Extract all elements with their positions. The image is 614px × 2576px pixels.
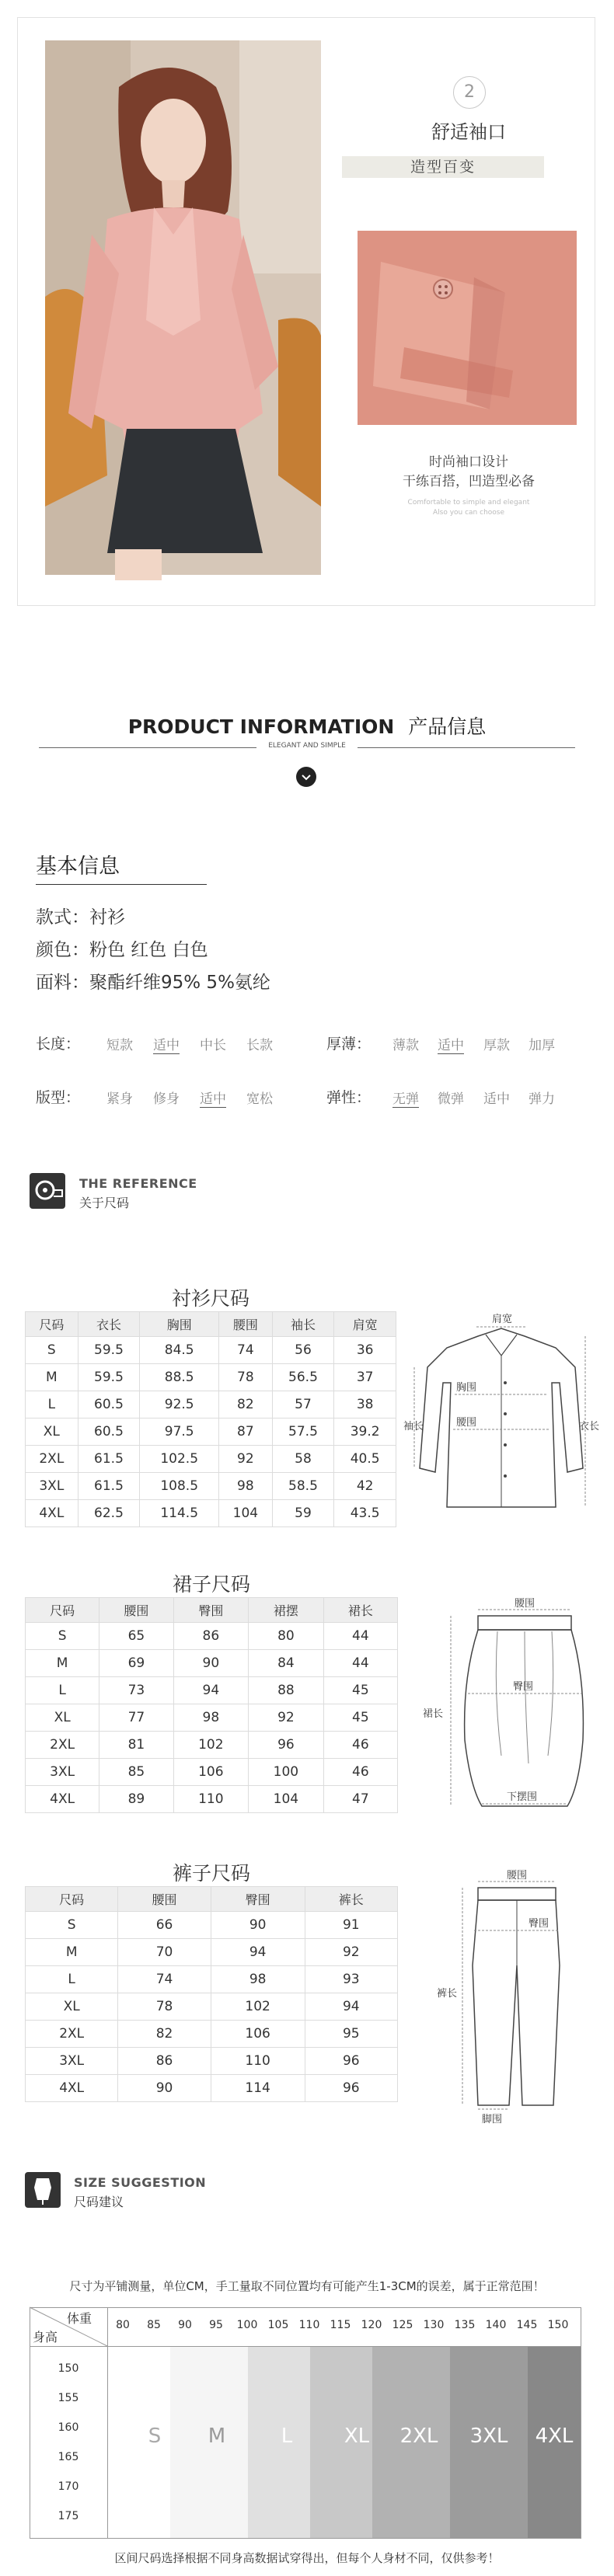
table-cell: 69 bbox=[99, 1650, 173, 1677]
corner-height-label: 身高 bbox=[33, 2330, 58, 2345]
table-cell: 102 bbox=[211, 1993, 305, 2021]
table-cell: 106 bbox=[173, 1759, 249, 1786]
table-cell: XL bbox=[26, 1993, 118, 2021]
table-cell: L bbox=[26, 1391, 78, 1419]
table-cell: 108.5 bbox=[140, 1473, 219, 1500]
height-label: 150 bbox=[58, 2362, 79, 2375]
table-cell: 42 bbox=[334, 1473, 396, 1500]
table-cell: 62.5 bbox=[78, 1500, 140, 1527]
table-header: 袖长 bbox=[272, 1312, 334, 1337]
attr-length-opt-selected: 适中 bbox=[153, 1034, 180, 1054]
diagram-label-chest: 胸围 bbox=[456, 1382, 477, 1394]
feature-desc-line2: 干练百搭，凹造型必备 bbox=[403, 474, 535, 489]
table-row bbox=[26, 1650, 398, 1677]
table-row bbox=[26, 1419, 396, 1446]
attr-elastic-opt: 弹力 bbox=[529, 1091, 555, 1107]
height-label: 160 bbox=[58, 2421, 79, 2434]
table-cell: 91 bbox=[305, 1912, 397, 1939]
table-row bbox=[26, 1473, 396, 1500]
attr-fit-opt: 修身 bbox=[153, 1091, 180, 1107]
size-footer-note: 区间尺码选择根据不同身高数据试穿得出，但每个人身材不同，仅供参考！ bbox=[114, 2551, 500, 2565]
product-info-heading-cn: 产品信息 bbox=[408, 715, 487, 738]
table-cell: 59.5 bbox=[78, 1337, 140, 1364]
table-cell: 84 bbox=[249, 1650, 324, 1677]
weight-header: 115 bbox=[330, 2319, 351, 2331]
table-cell: M bbox=[26, 1650, 99, 1677]
table-cell: 85 bbox=[99, 1759, 173, 1786]
model-photo bbox=[45, 40, 321, 575]
reference-cn: 关于尺码 bbox=[79, 1196, 130, 1210]
divider-right bbox=[358, 747, 575, 748]
pants-table-title: 裤子尺码 bbox=[172, 1862, 250, 1885]
table-cell: 36 bbox=[334, 1337, 396, 1364]
table-cell: 73 bbox=[99, 1677, 173, 1704]
table-cell: 77 bbox=[99, 1704, 173, 1732]
weight-header: 135 bbox=[454, 2319, 476, 2331]
weight-header: 150 bbox=[547, 2319, 569, 2331]
table-cell: 98 bbox=[211, 1966, 305, 1993]
table-cell: 92 bbox=[249, 1704, 324, 1732]
table-cell: 102 bbox=[173, 1732, 249, 1759]
table-cell: 59 bbox=[272, 1500, 334, 1527]
skirt-table-title: 裙子尺码 bbox=[172, 1573, 250, 1596]
table-header: 臀围 bbox=[173, 1598, 249, 1623]
diagram-label-waist: 腰围 bbox=[456, 1417, 477, 1429]
table-header: 臀围 bbox=[211, 1887, 305, 1912]
table-cell: 57.5 bbox=[272, 1419, 334, 1446]
table-row bbox=[26, 1446, 396, 1473]
diagram-label-length: 衣长 bbox=[579, 1421, 600, 1432]
table-row bbox=[26, 1704, 398, 1732]
table-header: 腰围 bbox=[219, 1312, 273, 1337]
attr-length-label: 长度： bbox=[36, 1036, 81, 1053]
size-band-label: L bbox=[281, 2425, 293, 2448]
table-cell: M bbox=[26, 1364, 78, 1391]
shirt-table-title: 衬衫尺码 bbox=[171, 1287, 249, 1310]
table-cell: 61.5 bbox=[78, 1446, 140, 1473]
weight-header: 145 bbox=[516, 2319, 538, 2331]
attr-fit-label: 版型： bbox=[36, 1089, 81, 1106]
table-cell: 102.5 bbox=[140, 1446, 219, 1473]
diagram-label-length: 裤长 bbox=[437, 1988, 458, 2000]
table-cell: 90 bbox=[118, 2075, 211, 2102]
product-info-sub: ELEGANT AND SIMPLE bbox=[268, 742, 346, 750]
table-cell: 82 bbox=[219, 1391, 273, 1419]
diagram-label-hip: 臀围 bbox=[513, 1681, 534, 1693]
table-cell: 84.5 bbox=[140, 1337, 219, 1364]
shirt-size-table bbox=[25, 1311, 396, 1527]
weight-header: 120 bbox=[361, 2319, 382, 2331]
table-cell: 86 bbox=[173, 1623, 249, 1650]
attr-fit-opt: 紧身 bbox=[106, 1091, 133, 1107]
attr-elastic-opt: 微弹 bbox=[438, 1091, 464, 1107]
attr-elastic-label: 弹性： bbox=[326, 1089, 372, 1106]
skirt-measure-diagram bbox=[420, 1600, 591, 1833]
attr-fit-opt: 宽松 bbox=[246, 1091, 273, 1107]
table-cell: 100 bbox=[249, 1759, 324, 1786]
table-header: 肩宽 bbox=[334, 1312, 396, 1337]
table-row bbox=[26, 2075, 398, 2102]
table-row bbox=[26, 1677, 398, 1704]
diagram-label-waist: 腰围 bbox=[507, 1870, 528, 1882]
product-info-heading-en: PRODUCT INFORMATION bbox=[127, 715, 395, 738]
table-cell: 114.5 bbox=[140, 1500, 219, 1527]
table-header: 裙长 bbox=[323, 1598, 397, 1623]
table-cell: 104 bbox=[219, 1500, 273, 1527]
sleeve-illustration bbox=[358, 231, 577, 425]
skirt-size-table bbox=[25, 1597, 398, 1813]
table-row bbox=[26, 1623, 398, 1650]
table-cell: 86 bbox=[118, 2048, 211, 2075]
table-cell: 46 bbox=[323, 1759, 397, 1786]
pants-size-table bbox=[25, 1886, 398, 2102]
table-row bbox=[26, 1966, 398, 1993]
table-cell: 4XL bbox=[26, 1500, 78, 1527]
table-cell: 70 bbox=[118, 1939, 211, 1966]
table-cell: 60.5 bbox=[78, 1391, 140, 1419]
table-cell: 80 bbox=[249, 1623, 324, 1650]
weight-header: 80 bbox=[116, 2319, 130, 2331]
table-cell: 2XL bbox=[26, 1446, 78, 1473]
table-cell: 4XL bbox=[26, 1786, 99, 1813]
table-cell: 90 bbox=[211, 1912, 305, 1939]
size-band-3xl bbox=[450, 2347, 528, 2538]
size-band-label: S bbox=[148, 2425, 162, 2448]
table-cell: L bbox=[26, 1966, 118, 1993]
table-cell: M bbox=[26, 1939, 118, 1966]
weight-header: 100 bbox=[236, 2319, 258, 2331]
table-cell: 93 bbox=[305, 1966, 397, 1993]
table-cell: S bbox=[26, 1623, 99, 1650]
table-cell: 60.5 bbox=[78, 1419, 140, 1446]
feature-desc-line1: 时尚袖口设计 bbox=[429, 454, 508, 470]
table-row bbox=[26, 1732, 398, 1759]
table-cell: 39.2 bbox=[334, 1419, 396, 1446]
reference-en: THE REFERENCE bbox=[79, 1176, 197, 1191]
info-style: 款式：衬衫 bbox=[36, 907, 125, 928]
info-fabric: 面料：聚酯纤维95% 5%氨纶 bbox=[36, 973, 270, 993]
table-cell: 59.5 bbox=[78, 1364, 140, 1391]
table-cell: 104 bbox=[249, 1786, 324, 1813]
table-cell: 98 bbox=[173, 1704, 249, 1732]
table-row bbox=[26, 1759, 398, 1786]
table-cell: S bbox=[26, 1912, 118, 1939]
diagram-label-hem: 脚围 bbox=[482, 2114, 503, 2125]
table-cell: 38 bbox=[334, 1391, 396, 1419]
table-cell: 44 bbox=[323, 1650, 397, 1677]
grid-corner bbox=[30, 2307, 107, 2346]
table-cell: 56 bbox=[272, 1337, 334, 1364]
table-cell: 3XL bbox=[26, 2048, 118, 2075]
diagram-label-hip: 臀围 bbox=[529, 1918, 549, 1930]
sleeve-detail-photo bbox=[358, 231, 577, 425]
product-info-heading bbox=[0, 712, 614, 740]
table-cell: 96 bbox=[305, 2048, 397, 2075]
table-cell: 45 bbox=[323, 1704, 397, 1732]
table-cell: 92 bbox=[219, 1446, 273, 1473]
table-cell: 114 bbox=[211, 2075, 305, 2102]
table-cell: 110 bbox=[211, 2048, 305, 2075]
table-cell: 40.5 bbox=[334, 1446, 396, 1473]
weight-header: 110 bbox=[298, 2319, 320, 2331]
attr-thickness-opt-selected: 适中 bbox=[438, 1034, 464, 1054]
table-cell: 82 bbox=[118, 2021, 211, 2048]
info-color: 颜色：粉色 红色 白色 bbox=[36, 940, 208, 960]
table-cell: 81 bbox=[99, 1732, 173, 1759]
attr-thickness-label: 厚薄： bbox=[326, 1036, 372, 1053]
table-header: 胸围 bbox=[140, 1312, 219, 1337]
table-cell: 4XL bbox=[26, 2075, 118, 2102]
table-cell: 90 bbox=[173, 1650, 249, 1677]
height-label-column bbox=[30, 2354, 107, 2531]
table-cell: 47 bbox=[323, 1786, 397, 1813]
table-row bbox=[26, 1500, 396, 1527]
table-header: 腰围 bbox=[99, 1598, 173, 1623]
height-label: 170 bbox=[58, 2480, 79, 2493]
table-cell: 2XL bbox=[26, 1732, 99, 1759]
attr-thickness-opt: 薄款 bbox=[392, 1038, 419, 1053]
table-cell: XL bbox=[26, 1704, 99, 1732]
size-band-label: XL bbox=[344, 2425, 370, 2448]
table-cell: 78 bbox=[118, 1993, 211, 2021]
table-cell: 98 bbox=[219, 1473, 273, 1500]
table-cell: 61.5 bbox=[78, 1473, 140, 1500]
tape-measure-icon bbox=[30, 1173, 65, 1209]
table-cell: 43.5 bbox=[334, 1500, 396, 1527]
size-band-label: M bbox=[208, 2425, 226, 2448]
table-cell: 89 bbox=[99, 1786, 173, 1813]
table-cell: 87 bbox=[219, 1419, 273, 1446]
table-cell: L bbox=[26, 1677, 99, 1704]
divider-left bbox=[39, 747, 256, 748]
table-cell: 110 bbox=[173, 1786, 249, 1813]
table-cell: 74 bbox=[219, 1337, 273, 1364]
size-bands bbox=[108, 2347, 581, 2538]
weight-header: 125 bbox=[392, 2319, 413, 2331]
table-cell: 3XL bbox=[26, 1759, 99, 1786]
table-cell: 57 bbox=[272, 1391, 334, 1419]
table-cell: S bbox=[26, 1337, 78, 1364]
table-row bbox=[26, 1912, 398, 1939]
table-cell: 45 bbox=[323, 1677, 397, 1704]
diagram-label-hem: 下摆围 bbox=[507, 1791, 538, 1803]
table-cell: 94 bbox=[173, 1677, 249, 1704]
table-row bbox=[26, 1364, 396, 1391]
table-cell: 78 bbox=[219, 1364, 273, 1391]
table-row bbox=[26, 1939, 398, 1966]
corner-weight-label: 体重 bbox=[67, 2311, 92, 2326]
table-header: 衣长 bbox=[78, 1312, 140, 1337]
table-cell: XL bbox=[26, 1419, 78, 1446]
size-band-label: 4XL bbox=[535, 2425, 574, 2448]
height-label: 165 bbox=[58, 2451, 79, 2463]
attr-length-opt: 短款 bbox=[106, 1038, 133, 1053]
weight-header: 105 bbox=[267, 2319, 289, 2331]
diagram-label-waist: 腰围 bbox=[515, 1598, 536, 1610]
pants-measure-diagram bbox=[435, 1872, 591, 2129]
attr-elastic-opt-selected: 无弹 bbox=[392, 1088, 419, 1108]
table-header: 裤长 bbox=[305, 1887, 397, 1912]
diagram-label-shoulder: 肩宽 bbox=[492, 1314, 513, 1325]
diagram-label-sleeve: 袖长 bbox=[403, 1421, 424, 1432]
table-cell: 2XL bbox=[26, 2021, 118, 2048]
attr-thickness-opt: 加厚 bbox=[529, 1038, 555, 1053]
table-header: 尺码 bbox=[26, 1887, 118, 1912]
size-suggestion-en: SIZE SUGGESTION bbox=[74, 2175, 207, 2190]
basic-info-title: 基本信息 bbox=[36, 855, 120, 879]
basic-info-underline bbox=[36, 884, 207, 885]
table-cell: 88 bbox=[249, 1677, 324, 1704]
table-cell: 92.5 bbox=[140, 1391, 219, 1419]
table-header: 腰围 bbox=[118, 1887, 211, 1912]
shirt-measure-diagram bbox=[403, 1313, 600, 1538]
weight-header: 90 bbox=[178, 2319, 192, 2331]
chevron-down-icon bbox=[296, 767, 316, 787]
table-cell: 96 bbox=[305, 2075, 397, 2102]
table-header: 裙摆 bbox=[249, 1598, 324, 1623]
weight-header: 95 bbox=[209, 2319, 223, 2331]
table-cell: 65 bbox=[99, 1623, 173, 1650]
weight-header: 130 bbox=[423, 2319, 445, 2331]
dress-form-icon bbox=[25, 2172, 61, 2208]
height-label: 155 bbox=[58, 2392, 79, 2404]
table-header: 尺码 bbox=[26, 1312, 78, 1337]
table-cell: 3XL bbox=[26, 1473, 78, 1500]
table-row bbox=[26, 2021, 398, 2048]
height-label: 175 bbox=[58, 2510, 79, 2522]
table-cell: 106 bbox=[211, 2021, 305, 2048]
table-cell: 97.5 bbox=[140, 1419, 219, 1446]
table-cell: 56.5 bbox=[272, 1364, 334, 1391]
table-cell: 94 bbox=[211, 1939, 305, 1966]
attr-length-opt: 中长 bbox=[200, 1038, 226, 1053]
table-cell: 94 bbox=[305, 1993, 397, 2021]
feature-small-en1: Comfortable to simple and elegant bbox=[407, 499, 530, 506]
table-cell: 74 bbox=[118, 1966, 211, 1993]
table-row bbox=[26, 1391, 396, 1419]
table-cell: 58.5 bbox=[272, 1473, 334, 1500]
feature-small-en2: Also you can choose bbox=[432, 509, 505, 517]
table-cell: 58 bbox=[272, 1446, 334, 1473]
size-suggestion-cn: 尺码建议 bbox=[74, 2195, 124, 2209]
size-band-label: 3XL bbox=[469, 2425, 508, 2448]
feature-title: 舒适袖口 bbox=[431, 121, 506, 143]
feature-subtitle: 造型百变 bbox=[342, 156, 544, 178]
weight-header: 140 bbox=[485, 2319, 507, 2331]
table-row bbox=[26, 1993, 398, 2021]
attr-fit-opt-selected: 适中 bbox=[200, 1088, 226, 1108]
table-cell: 37 bbox=[334, 1364, 396, 1391]
size-band-4xl bbox=[528, 2347, 581, 2538]
table-cell: 88.5 bbox=[140, 1364, 219, 1391]
table-header: 尺码 bbox=[26, 1598, 99, 1623]
table-cell: 92 bbox=[305, 1939, 397, 1966]
attr-length-opt: 长款 bbox=[246, 1038, 273, 1053]
table-cell: 44 bbox=[323, 1623, 397, 1650]
table-cell: 46 bbox=[323, 1732, 397, 1759]
table-row bbox=[26, 1786, 398, 1813]
table-row bbox=[26, 1337, 396, 1364]
diagram-label-length: 裙长 bbox=[423, 1708, 444, 1720]
feature-number-badge: 2 bbox=[453, 76, 486, 109]
table-row bbox=[26, 2048, 398, 2075]
table-cell: 96 bbox=[249, 1732, 324, 1759]
table-cell: 95 bbox=[305, 2021, 397, 2048]
size-band-label: 2XL bbox=[399, 2425, 438, 2448]
table-cell: 66 bbox=[118, 1912, 211, 1939]
weight-header: 85 bbox=[147, 2319, 161, 2331]
size-note: 尺寸为平铺测量，单位CM，手工量取不同位置均有可能产生1-3CM的误差，属于正常范围！ bbox=[69, 2279, 545, 2293]
attr-thickness-opt: 厚款 bbox=[483, 1038, 510, 1053]
model-illustration bbox=[45, 40, 321, 575]
attr-elastic-opt: 适中 bbox=[483, 1091, 510, 1107]
